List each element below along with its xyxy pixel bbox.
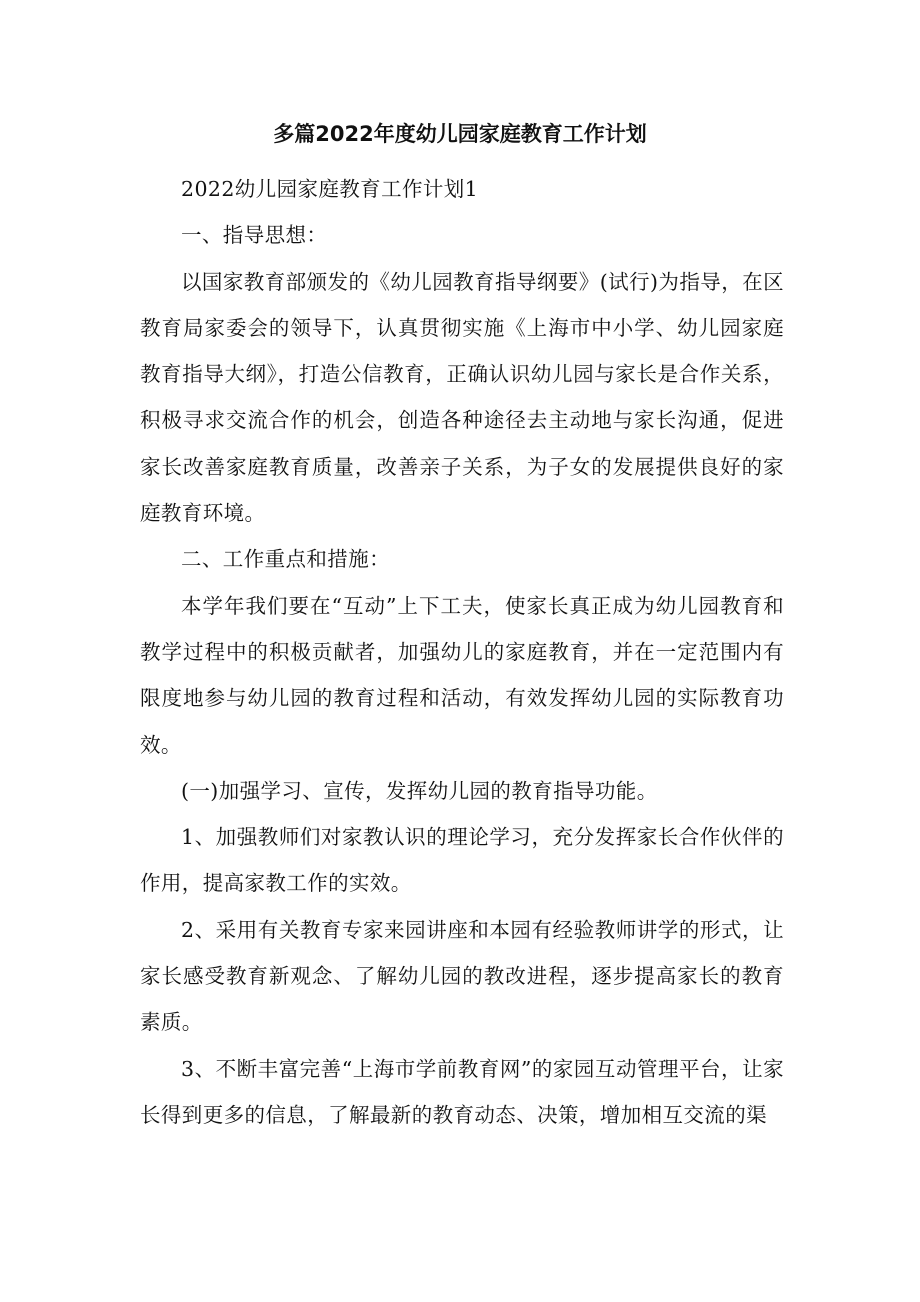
section-heading-plan-1: 2022幼儿园家庭教育工作计划1 [181,177,479,201]
paragraph-work-focus: 本学年我们要在“互动”上下工夫，使家长真正成为幼儿园教育和教学过程中的积极贡献者，加强幼儿的家庭教育，并在一定范围内有限度地参与幼儿园的教育过程和活动，有效发挥幼儿园的实际教育功效。 [140,593,784,757]
document-title: 多篇2022年度幼儿园家庭教育工作计划 [273,122,647,146]
list-item-3: 3、不断丰富完善“上海市学前教育网”的家园互动管理平台，让家长得到更多的信息，了解最新的教育动态、决策，增加相互交流的渠 [140,1056,784,1127]
list-item-1: 1、加强教师们对家教认识的理论学习，充分发挥家长合作伙伴的作用，提高家教工作的实效。 [140,825,784,896]
document-body [140,166,784,1138]
subheading-study-promotion: (一)加强学习、宣传，发挥幼儿园的教育指导功能。 [181,778,658,803]
heading-guiding-ideology: 一、指导思想： [181,223,328,248]
list-item-2: 2、采用有关教育专家来园讲座和本园有经验教师讲学的形式，让家长感受教育新观念、了解幼儿园的教改进程，逐步提高家长的教育素质。 [140,917,784,1035]
paragraph-guiding-ideology: 以国家教育部颁发的《幼儿园教育指导纲要》(试行)为指导，在区教育局家委会的领导下，认真贯彻实施《上海市中小学、幼儿园家庭教育指导大纲》，打造公信教育，正确认识幼儿园与家长是合作关系，积极寻求交流合作的机会，创造各种途径去主动地与家长沟通，促进家长改善家庭教育质量，改善亲子关系，为子女的发展提供良好的家庭教育环境。 [140,269,784,526]
heading-work-focus: 二、工作重点和措施： [181,547,390,572]
